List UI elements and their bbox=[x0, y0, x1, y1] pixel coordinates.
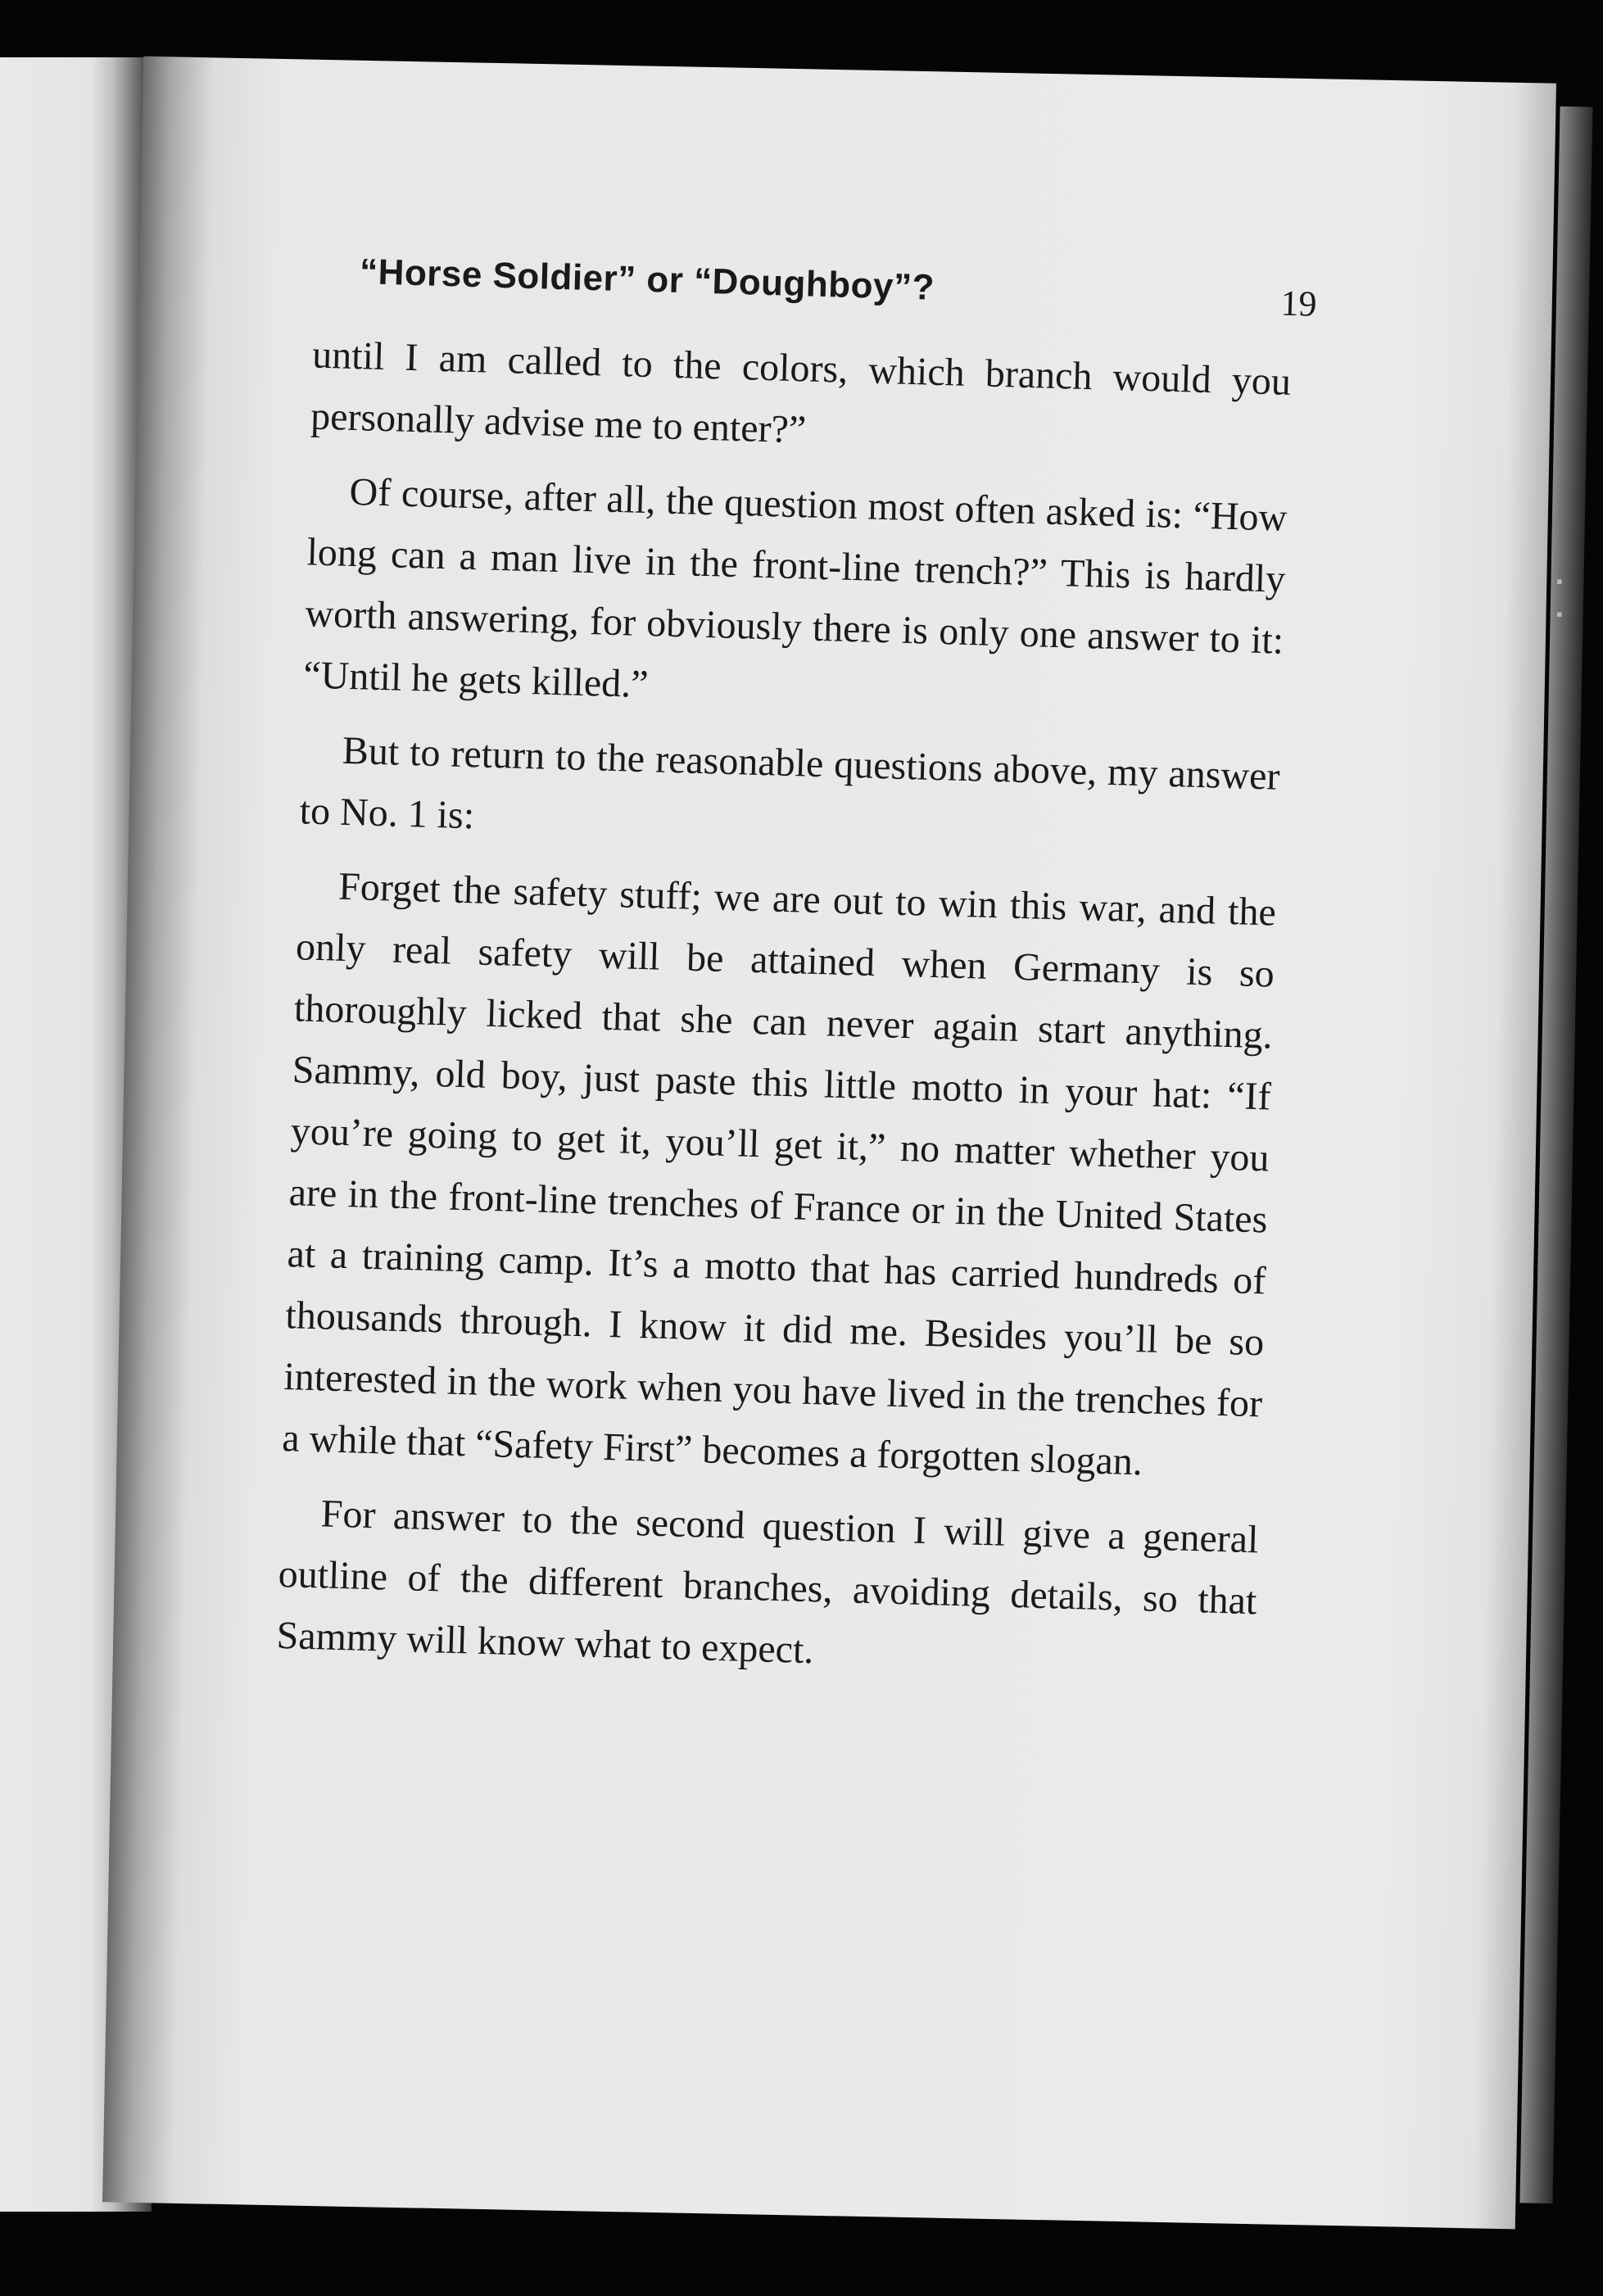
paragraph: Of course, after all, the question most often asked is: “How long can a man live in the front-line trench?” This is hardly worth answering, for obviously there is only one answer to it: “Until he gets killed.” bbox=[302, 469, 1288, 707]
scan-specks bbox=[1556, 565, 1563, 631]
speck-mark: ▪ bbox=[1556, 604, 1563, 624]
paragraph: Forget the safety stuff; we are out to win this war, and the only real safety will be attained when Germany is so thoroughly licked that she can never again start anything. Sammy, old boy, just paste this little motto in your hat: “If you’re going to get it, you’ll get it,” no matter whether you are in the front-line trenches of France or in the United States at a training camp. It’s a motto that has carried hundreds of thousands through. I know it did me. Besides you’ll be so interested in the work when you have lived in the trenches for a while that “Safety First” becomes a forgotten slogan. bbox=[281, 864, 1277, 1484]
body-text bbox=[276, 324, 1292, 1694]
paragraph: until I am called to the colors, which branch would you personally advise me to enter?” bbox=[310, 333, 1292, 452]
paragraph: But to return to the reasonable questions above, my answer to No. 1 is: bbox=[299, 728, 1281, 838]
page-content bbox=[111, 246, 1318, 1706]
paragraph: For answer to the second question I will give a general outline of the different branches, avoiding details, so that Sammy will know what to expect. bbox=[275, 1492, 1260, 1673]
running-head: “Horse Soldier” or “Doughboy”? bbox=[359, 251, 935, 308]
speck-mark: ▪ bbox=[1556, 571, 1563, 591]
page-number: 19 bbox=[1279, 283, 1318, 324]
